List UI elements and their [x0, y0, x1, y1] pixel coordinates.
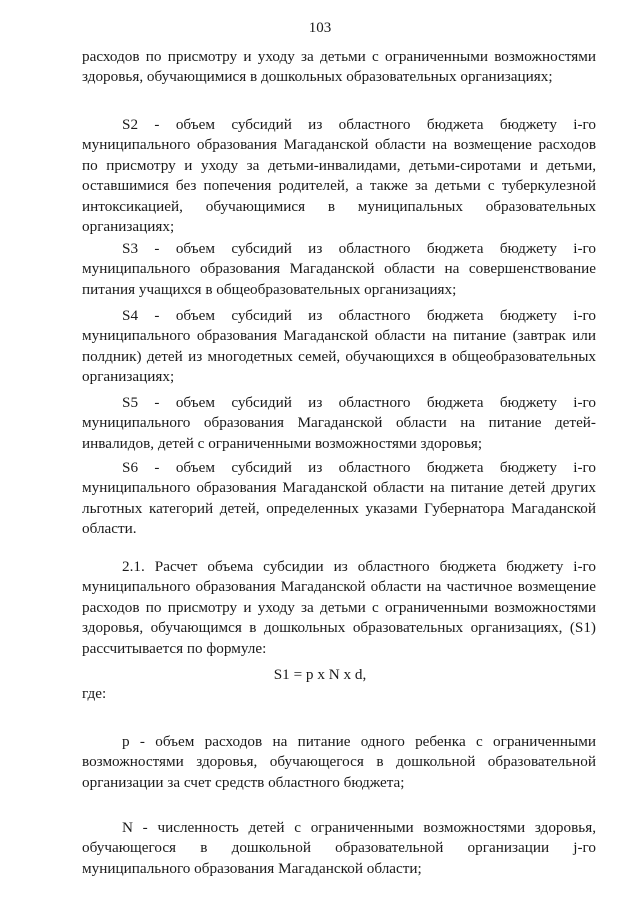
paragraph-n-definition: N - численность детей с ограниченными возможностями здоровья, обучающегося в дошкольной образовательной организации j-го муниципального образования Магаданской области; [82, 819, 596, 877]
page-number: 103 [308, 20, 332, 36]
paragraph-s2-definition: S2 - объем субсидий из областного бюджета бюджету i-го муниципального образования Магаданской области на возмещение расходов по присмотру и уходу за детьми-инвалидами, детьми-сиротами и детьми, оставшимися без попечения родителей, а также за детьми с туберкулезной интоксикацией, обучающимися в муниципальных образовательных организациях; [82, 116, 596, 236]
paragraph-s4-definition: S4 - объем субсидий из областного бюджета бюджету i-го муниципального образования Магаданской области на питание (завтрак или полдник) детей из многодетных семей, обучающихся в общеобразовательных организациях; [82, 307, 596, 386]
paragraph-p-definition: p - объем расходов на питание одного ребенка с ограниченными возможностями здоровья, обучающегося в дошкольной образовательной организации за счет средств областного бюджета; [82, 733, 596, 791]
formula-s1: S1 = p x N x d, [273, 666, 367, 683]
paragraph-section-2-1: 2.1. Расчет объема субсидии из областного бюджета бюджету i-го муниципального образования Магаданской области на частичное возмещение расходов по присмотру и уходу за детьми с ограниченными возможностями здоровья, обучающимся в дошкольных образовательных организациях, (S1) рассчитывается по формуле: [82, 558, 596, 657]
paragraph-s5-definition: S5 - объем субсидий из областного бюджета бюджету i-го муниципального образования Магаданской области на питание детей-инвалидов, детей с ограниченными возможностями здоровья; [82, 394, 596, 452]
where-label: где: [82, 685, 107, 702]
paragraph-continuation: расходов по присмотру и уходу за детьми с ограниченными возможностями здоровья, обучающимися в дошкольных образовательных организациях; [82, 48, 596, 86]
paragraph-s6-definition: S6 - объем субсидий из областного бюджета бюджету i-го муниципального образования Магаданской области на питание детей других льготных категорий детей, определенных указами Губернатора Магаданской области. [82, 459, 596, 538]
paragraph-s3-definition: S3 - объем субсидий из областного бюджета бюджету i-го муниципального образования Магаданской области на совершенствование питания учащихся в общеобразовательных организациях; [82, 240, 596, 298]
